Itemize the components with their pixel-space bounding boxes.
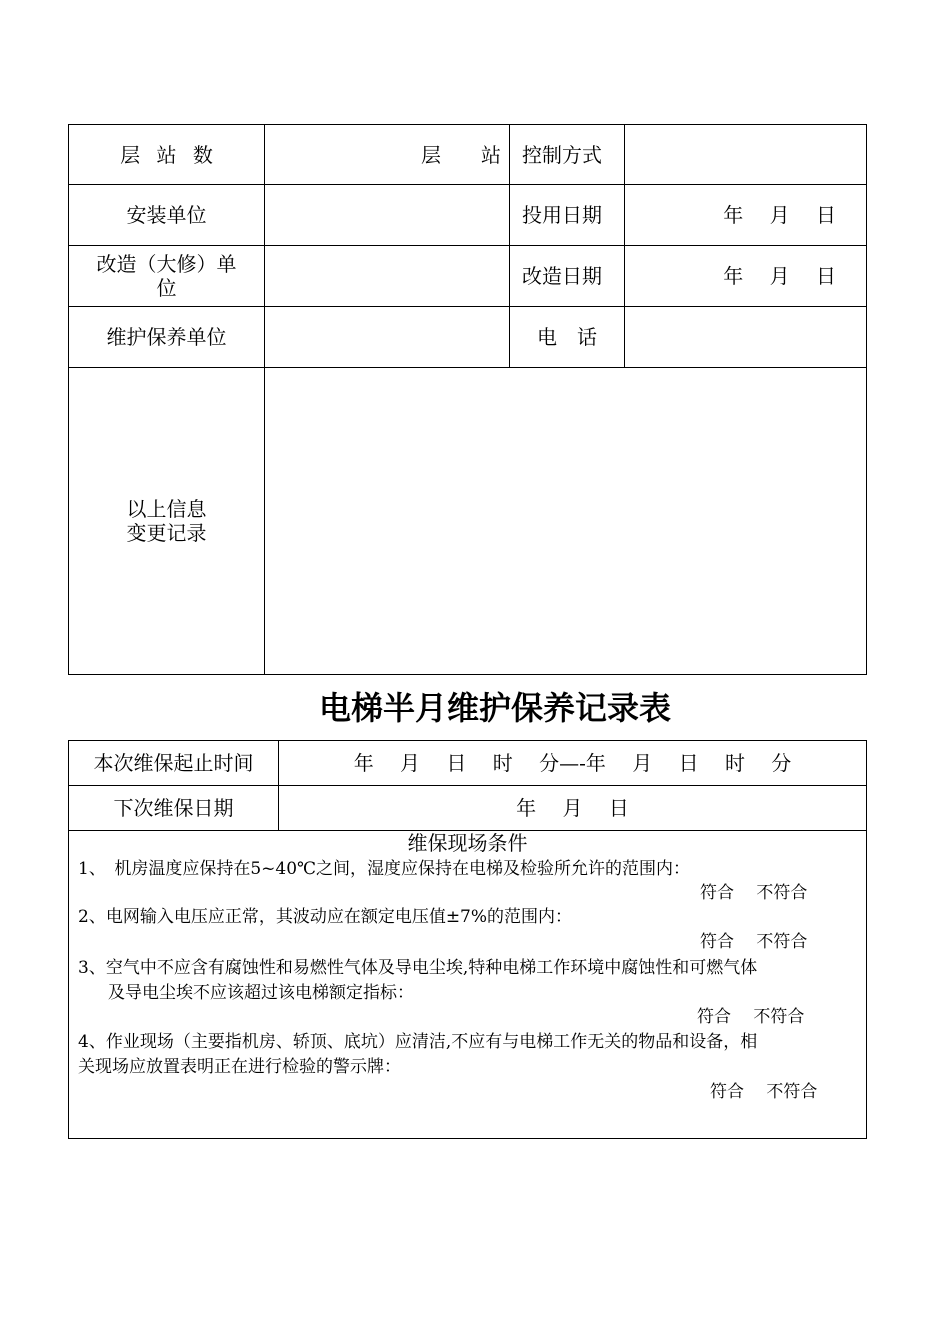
period-value[interactable]: 年 月 日 时 分—-年 月 日 时 分 xyxy=(353,751,792,775)
condition-4-check[interactable]: 符合 不符合 xyxy=(710,1082,818,1102)
rebuild-date-value[interactable]: 年 月 日 xyxy=(723,264,836,288)
floors-label: 层 站 数 xyxy=(120,142,213,167)
maintenance-unit-label: 维护保养单位 xyxy=(106,325,227,349)
install-unit-label: 安装单位 xyxy=(126,203,207,227)
condition-3-check[interactable]: 符合 不符合 xyxy=(697,1007,805,1027)
condition-2-check[interactable]: 符合 不符合 xyxy=(700,932,808,952)
condition-3-text-cont: 及导电尘埃不应该超过该电梯额定指标： xyxy=(108,983,414,1003)
condition-1-text: 1、 机房温度应保持在5~40℃之间，湿度应保持在电梯及检验所允许的范围内： xyxy=(78,859,691,879)
rebuild-unit-label-line1: 改造（大修）单 xyxy=(96,252,237,276)
phone-value[interactable] xyxy=(625,307,866,367)
maintenance-unit-value[interactable] xyxy=(265,307,509,367)
change-record-value[interactable] xyxy=(265,368,866,674)
rebuild-unit-value[interactable] xyxy=(265,246,509,306)
next-date-label: 下次维保日期 xyxy=(113,796,234,820)
change-record-label-line2: 变更记录 xyxy=(126,521,207,545)
control-mode-value[interactable] xyxy=(625,125,866,184)
rebuild-date-label: 改造日期 xyxy=(522,264,602,288)
floors-value[interactable]: 层 站 xyxy=(421,142,501,167)
condition-4-text-cont: 关现场应放置表明正在进行检验的警示牌： xyxy=(78,1057,401,1077)
install-unit-value[interactable] xyxy=(265,185,509,245)
condition-1-check[interactable]: 符合 不符合 xyxy=(700,883,808,903)
form-title: 电梯半月维护保养记录表 xyxy=(318,689,671,727)
condition-2-text: 2、电网输入电压应正常，其波动应在额定电压值±7%的范围内： xyxy=(78,907,573,927)
next-date-value[interactable]: 年 月 日 xyxy=(516,796,629,820)
conditions-title: 维保现场条件 xyxy=(407,831,528,855)
commission-date-value[interactable]: 年 月 日 xyxy=(723,203,836,227)
period-label: 本次维保起止时间 xyxy=(93,751,254,775)
control-mode-label: 控制方式 xyxy=(522,142,602,167)
change-record-label xyxy=(69,368,264,674)
phone-label: 电 话 xyxy=(537,325,597,349)
change-record-label-line1: 以上信息 xyxy=(126,497,207,521)
rebuild-unit-label-line2: 位 xyxy=(156,276,177,300)
condition-4-text: 4、作业现场（主要指机房、轿顶、底坑）应清洁,不应有与电梯工作无关的物品和设备，相 xyxy=(78,1032,758,1052)
rebuild-unit-label xyxy=(69,246,264,306)
commission-date-label: 投用日期 xyxy=(522,203,602,227)
condition-3-text: 3、空气中不应含有腐蚀性和易燃性气体及导电尘埃,特种电梯工作环境中腐蚀性和可燃气体 xyxy=(78,958,758,978)
